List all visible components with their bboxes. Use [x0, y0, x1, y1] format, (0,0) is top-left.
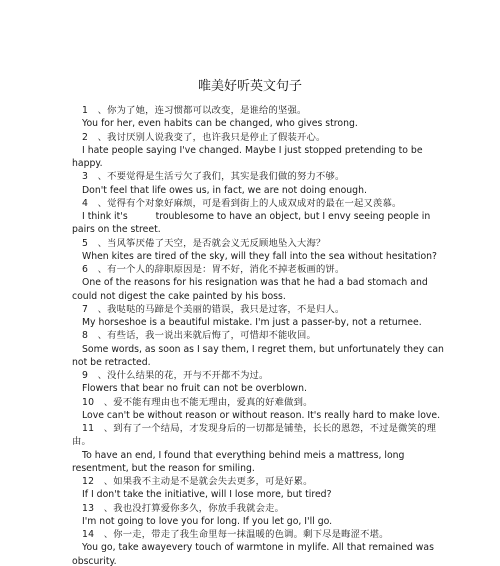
sentence-14-zh: 14 、你一走，带走了我生命里每一抹温暖的色调。剩下尽是晦涩不堪。 — [82, 529, 389, 540]
sentence-2-zh: 2 、我讨厌别人说我变了，也许我只是停止了假装开心。 — [82, 131, 326, 143]
sentence-3-en: Don't feel that life owes us, in fact, we are not doing enough. — [82, 184, 367, 196]
sentence-2-en: I hate people saying I've changed. Maybe I just stopped pretending to be happy. — [72, 144, 423, 169]
document-body — [72, 104, 444, 566]
sentence-11-zh: 11 、到有了一个结局，才发现身后的一切都是铺垫，长长的恩怨，不过是微笑的理由。 — [72, 423, 437, 448]
sentence-10-en: Love can't be without reason or without reason. It's really hard to make love. — [82, 409, 441, 421]
sentence-6-en: One of the reasons for his resignation was that he had a bad stomach and could not digest the cake painted by his boss. — [72, 277, 428, 302]
sentence-11-en: To have an end, I found that everything behind meis a mattress, long resentment, but the reason for smiling. — [72, 449, 405, 474]
sentence-3-zh: 3 、不要觉得是生活亏欠了我们，其实是我们做的努力不够。 — [82, 171, 345, 183]
sentence-5-en: When kites are tired of the sky, will they fall into the sea without hesitation? — [82, 250, 437, 262]
sentence-7-en: My horseshoe is a beautiful mistake. I'm just a passer-by, not a returnee. — [82, 317, 422, 328]
sentence-6-zh: 6 、有一个人的辞职原因是：胃不好，消化不掉老板画的饼。 — [82, 264, 345, 275]
sentence-1-zh: 1 、你为了她，连习惯都可以改变，是谁给的坚强。 — [82, 105, 307, 116]
sentence-4-zh: 4 、觉得有个对象好麻烦，可是看到街上的人成双成对的最在一起又羡慕。 — [82, 197, 402, 209]
sentence-5-zh: 5 、当风筝厌倦了天空，是否就会义无反顾地坠入大海？ — [82, 237, 326, 249]
sentence-1-en: You for her, even habits can be changed, who gives strong. — [82, 118, 358, 130]
sentence-4-en: I think it's troublesome to have an object, but I envy seeing people in pairs on the street. — [72, 211, 431, 236]
sentence-12-en: If I don't take the initiative, will I lose more, but tired? — [82, 489, 332, 501]
sentence-10-zh: 10 、爱不能有理由也不能无理由，爱真的好难做到。 — [82, 396, 313, 408]
sentence-13-en: I'm not going to love you for long. If you let go, I'll go. — [82, 515, 333, 527]
sentence-9-en: Flowers that bear no fruit can not be overblown. — [82, 383, 307, 395]
document-title: 唯美好听英文句子 — [197, 79, 302, 94]
sentence-9-zh: 9 、没什么结果的花，开与不开都不为过。 — [82, 370, 269, 381]
sentence-7-zh: 7 、我哒哒的马蹄是个美丽的错误，我只是过客，不是归人。 — [82, 303, 345, 315]
sentence-13-zh: 13 、我也没打算爱你多久，你放手我就会走。 — [82, 502, 285, 514]
sentence-8-zh: 8 、有些话，我一说出来就后悔了，可惜却不能收回。 — [82, 330, 317, 342]
sentence-8-en: Some words, as soon as I say them, I regret them, but unfortunately they can not be retracted. — [72, 343, 444, 368]
sentence-12-zh: 12 、如果我不主动是不是就会失去更多，可是好累。 — [82, 476, 313, 487]
sentence-14-en: You go, take awayevery touch of warmtone in mylife. All that remained was obscurity. — [72, 542, 434, 566]
